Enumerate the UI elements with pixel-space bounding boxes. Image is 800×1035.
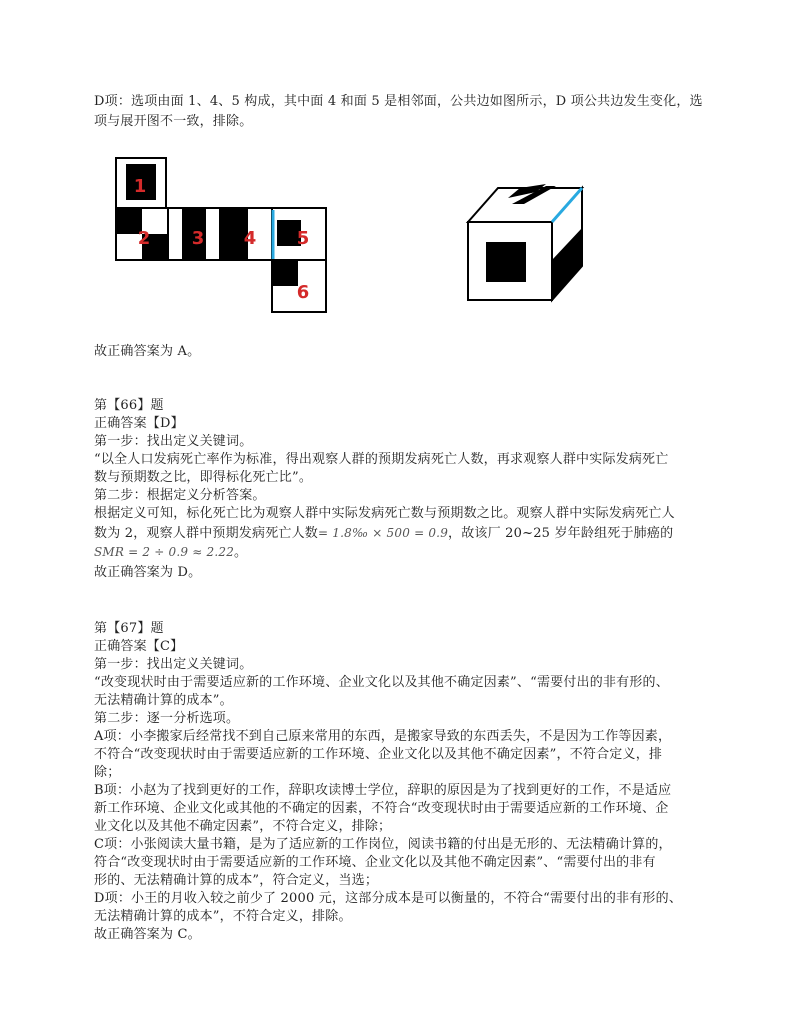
q66-step1: 第一步：找出定义关键词。 [94, 434, 253, 449]
q67-option-c-2: 符合“改变现状时由于需要适应新的工作环境、企业文化以及其他不确定因素”、“需要付出的非有 [94, 855, 656, 870]
q66-analysis-2 [94, 524, 673, 543]
q67-quote-2: 无法精确计算的成本”。 [94, 693, 233, 708]
q66-formula-1: = 1.8‰ × 500 = 0.9 [318, 526, 449, 540]
folded-cube [468, 184, 582, 300]
q66-analysis-2b: ，故该厂 20~25 岁年龄组死于肺癌的 [448, 526, 674, 541]
net-face-3 [168, 208, 220, 260]
q66-analysis-2a: 数为 2，观察人群中预期发病死亡人数 [94, 526, 319, 541]
q67-option-a-2: 不符合“改变现状时由于需要适应新的工作环境、企业文化以及其他不确定因素”，不符合定义，排 [94, 747, 663, 762]
q66-quote-1: “以全人口发病死亡率作为标准，得出观察人群的预期发病死亡人数，再求观察人群中实际发病死亡 [94, 452, 669, 467]
section-d-line-1: D项：选项由面 1、4、5 构成，其中面 4 和面 5 是相邻面，公共边如图所示，D 项公共边发生变化，选 [94, 94, 703, 109]
q67-option-b-1: B项：小赵为了找到更好的工作，辞职攻读博士学位，辞职的原因是为了找到更好的工作，不是适应 [94, 783, 672, 798]
net-label-1: 1 [133, 176, 147, 197]
q67-option-b-3: 业文化以及其他不确定因素”，不符合定义，排除； [94, 819, 392, 834]
q66-formula-2: SMR = 2 ÷ 0.9 ≈ 2.22 [94, 545, 235, 559]
net-face-6 [272, 260, 326, 312]
q67-step1: 第一步：找出定义关键词。 [94, 657, 253, 672]
net-label-5: 5 [296, 228, 310, 249]
q67-answer: 正确答案【C】 [94, 639, 184, 654]
q66-final: 故正确答案为 D。 [94, 565, 202, 580]
net-face-1 [116, 158, 166, 208]
q66-formula-2-tail: 。 [234, 545, 248, 560]
q67-option-c-1: C项：小张阅读大量书籍，是为了适应新的工作岗位，阅读书籍的付出是无形的、无法精确计算的， [94, 837, 672, 852]
q66-step2: 第二步：根据定义分析答案。 [94, 488, 266, 503]
q67-quote-1: “改变现状时由于需要适应新的工作环境、企业文化以及其他不确定因素”、“需要付出的非有形的、 [94, 675, 669, 690]
net-face-5 [272, 208, 326, 260]
q67-option-a-3: 除； [94, 765, 121, 780]
q67-title: 第【67】题 [94, 621, 164, 636]
net-label-2: 2 [137, 228, 151, 249]
q66-formula-line [94, 543, 247, 562]
q67-final: 故正确答案为 C。 [94, 927, 201, 942]
q67-option-a-1: A项：小李搬家后经常找不到自己原来常用的东西，是搬家导致的东西丢失，不是因为工作等因素， [94, 729, 672, 744]
q66-answer: 正确答案【D】 [94, 416, 184, 431]
q67-option-c-3: 形的、无法精确计算的成本”，符合定义，当选； [94, 873, 379, 888]
q67-step2: 第二步：逐一分析选项。 [94, 711, 240, 726]
cube-figure [100, 148, 620, 328]
q67-option-d-2: 无法精确计算的成本”，不符合定义，排除。 [94, 909, 352, 924]
net-label-3: 3 [191, 228, 205, 249]
q66-analysis-1: 根据定义可知，标化死亡比为观察人群中实际发病死亡数与预期数之比。观察人群中实际发病死亡人 [94, 506, 675, 521]
q66-title: 第【66】题 [94, 398, 164, 413]
answer-65: 故正确答案为 A。 [94, 344, 201, 359]
net-face-4 [220, 208, 272, 260]
net-label-4: 4 [243, 228, 257, 249]
section-d-line-2: 项与展开图不一致，排除。 [94, 114, 253, 129]
q67-option-d-1: D项：小王的月收入较之前少了 2000 元，这部分成本是可以衡量的，不符合“需要付出的非有形的、 [94, 891, 683, 906]
net-face-2 [116, 208, 168, 260]
net-label-6: 6 [296, 282, 310, 303]
q67-option-b-2: 新工作环境、企业文化或其他的不确定的因素，不符合“改变现状时由于需要适应新的工作环境、企 [94, 801, 669, 816]
q66-quote-2: 数与预期数之比，即得标化死亡比”。 [94, 470, 313, 485]
